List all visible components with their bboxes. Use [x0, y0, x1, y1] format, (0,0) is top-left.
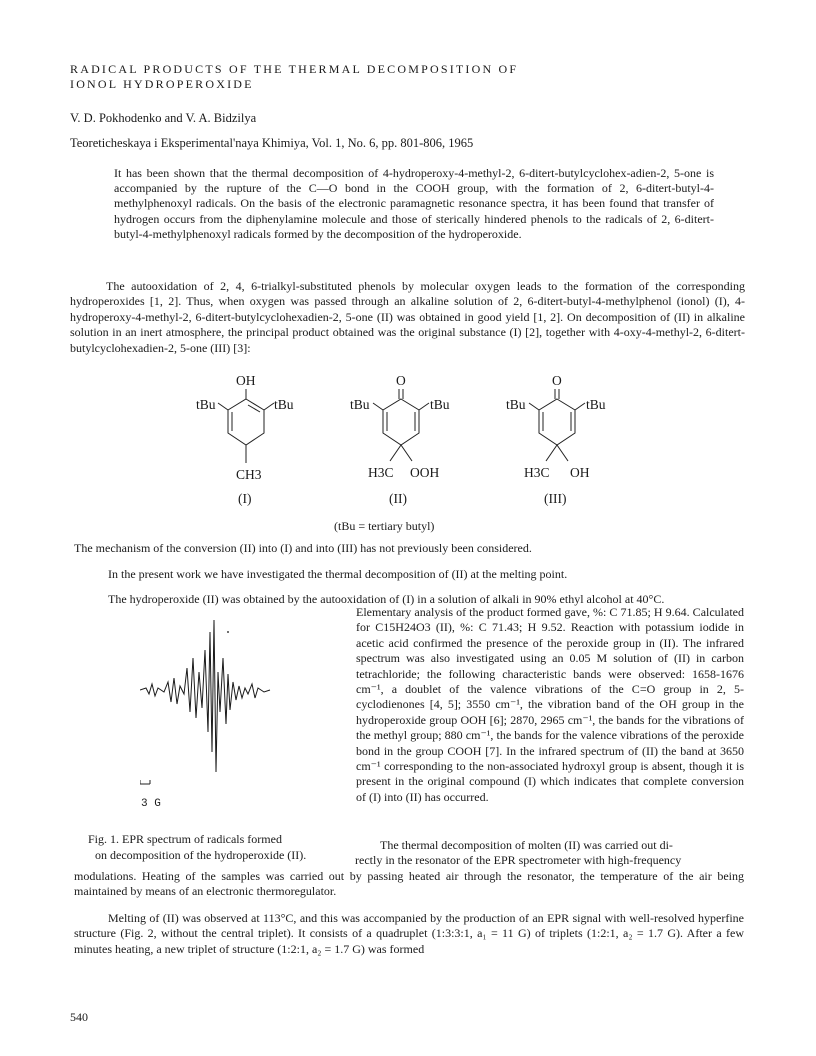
structure-i-number: (I) — [238, 491, 252, 506]
structure-ii-bottom-right-label: OOH — [410, 465, 440, 480]
paper-title — [70, 62, 518, 92]
structure-i-left-label: tBu — [196, 397, 216, 412]
intro-paragraph: The autooxidation of 2, 4, 6-trialkyl-substituted phenols by molecular oxygen leads to the formation of the corresponding hydroperoxides [1, 2]. Thus, when oxygen was passed through an alkaline solution of 2, 6-ditert-butyl-4-methylphenol (ionol) (I), 4-hydroperoxy-4-methyl-2, 6-ditert-butylcyclohexadien-2, 5-one (II) was obtained in good yield [1, 2]. On decomposition of (II) in alkaline solution in an inert atmosphere, the principal product obtained was the original substance (I) [2], together with 4-oxy-4-methyl-2, 6-ditert-butylcyclohexadien-2, 5-one (III) [3]: — [70, 279, 745, 355]
structure-i-right-label: tBu — [274, 397, 294, 412]
structure-i-top-label: OH — [236, 373, 256, 388]
melting-paragraph: Melting of (II) was observed at 113°C, and this was accompanied by the production of an EPR signal with well-resolved hyperfine structure (Fig. 2, without the central triplet). It consists of a quadruplet (1:3:3:1, a₁ = 11 G) of triplets (1:2:1, a₂ = 1.7 G). After a few minutes heating, a new triplet of structure (1:2:1, a₂ = 1.7 G) was formed — [74, 911, 744, 956]
hydroperoxide-line: The hydroperoxide (II) was obtained by the autooxidation of (I) in a solution of alkali in 90% ethyl alcohol at 40°C. — [108, 592, 665, 606]
present-work-line: In the present work we have investigated the thermal decomposition of (II) at the melting point. — [108, 567, 568, 581]
page-number: 540 — [70, 1010, 88, 1024]
structure-iii-top-label: O — [552, 373, 562, 388]
authors: V. D. Pokhodenko and V. A. Bidzilya — [70, 111, 257, 125]
structure-ii — [350, 373, 450, 506]
structure-ii-left-label: tBu — [350, 397, 370, 412]
figure-caption-line-2: on decomposition of the hydroperoxide (II). — [95, 848, 307, 862]
title-line-2: IONOL HYDROPEROXIDE — [70, 77, 254, 91]
structure-ii-number: (II) — [389, 491, 407, 506]
structure-iii-number: (III) — [544, 491, 567, 506]
title-line-1: RADICAL PRODUCTS OF THE THERMAL DECOMPOSITION OF — [70, 62, 519, 76]
mechanism-line: The mechanism of the conversion (II) into (I) and into (III) has not previously been considered. — [74, 541, 532, 555]
structure-iii — [506, 373, 606, 506]
chemical-structures — [180, 365, 640, 545]
structure-ii-right-label: tBu — [430, 397, 450, 412]
structure-ii-top-label: O — [396, 373, 406, 388]
structure-i — [196, 373, 294, 506]
analysis-paragraph: Elementary analysis of the product formed gave, %: C 71.85; H 9.64. Calculated for C15H24O3 (II), %: C 71.43; H 9.52. Reaction with potassium iodide in acetic acid confirmed the presence of the peroxide group in (II). The infrared spectrum was also investigated using an 0.05 M solution of (II) in carbon tetrachloride; the following characteristic bands were observed: 1658-1676 cm⁻¹, a doublet of the valence vibrations of the C=O group in 2, 5-cyclodienones [4, 5]; 3550 cm⁻¹, the vibration band of the OH group in the hydroperoxide group OOH [6]; 2870, 2965 cm⁻¹, the bands for the vibrations of the methyl group; 880 cm⁻¹, the bands for the valence vibrations of the peroxide bond in the group COOH [7]. In the infrared spectrum of (II) the band at 3650 cm⁻¹ corresponding to the non-associated hydroxyl group is absent, though it is present in the original compound (I) which indicates that complete conversion of (I) into (II) has occurred. — [356, 605, 744, 804]
thermal-line-2: rectly in the resonator of the EPR spectrometer with high-frequency — [355, 853, 682, 867]
epr-spectrum-figure — [140, 612, 290, 822]
journal-citation: Teoreticheskaya i Eksperimental'naya Khimiya, Vol. 1, No. 6, pp. 801-806, 1965 — [70, 136, 474, 150]
scale-bar-label: 3 G — [141, 798, 161, 810]
thermal-paragraph-rest: modulations. Heating of the samples was carried out by passing heated air through the resonator, the temperature of the air being maintained by means of an electronic thermoregulator. — [74, 869, 744, 899]
tbu-note: (tBu = tertiary butyl) — [334, 519, 435, 533]
epr-spectrum-trace — [140, 620, 270, 772]
figure-caption-line-1: Fig. 1. EPR spectrum of radicals formed — [88, 832, 282, 846]
abstract: It has been shown that the thermal decomposition of 4-hydroperoxy-4-methyl-2, 6-ditert-butylcyclohex-adien-2, 5-one is accompanied by the rupture of the C—O bond in the COOH group, with the formation of 2, 6-ditert-butyl-4-methylphenoxyl radicals. On the basis of the electronic paramagnetic resonance spectra, it has been found that transfer of hydrogen occurs from the diphenylamine molecule and those of sterically hindered phenols to the radicals of 2, 6-ditert-butyl-4-methylphenoxyl radicals formed by the decomposition of the hydroperoxide. — [114, 166, 714, 241]
structure-iii-right-label: tBu — [586, 397, 606, 412]
structure-ii-bottom-left-label: H3C — [368, 465, 394, 480]
thermal-line-1: The thermal decomposition of molten (II) was carried out di- — [380, 838, 673, 852]
structure-iii-left-label: tBu — [506, 397, 526, 412]
structure-iii-bottom-right-label: OH — [570, 465, 590, 480]
structure-iii-bottom-left-label: H3C — [524, 465, 550, 480]
structure-i-bottom-label: CH3 — [236, 467, 262, 482]
